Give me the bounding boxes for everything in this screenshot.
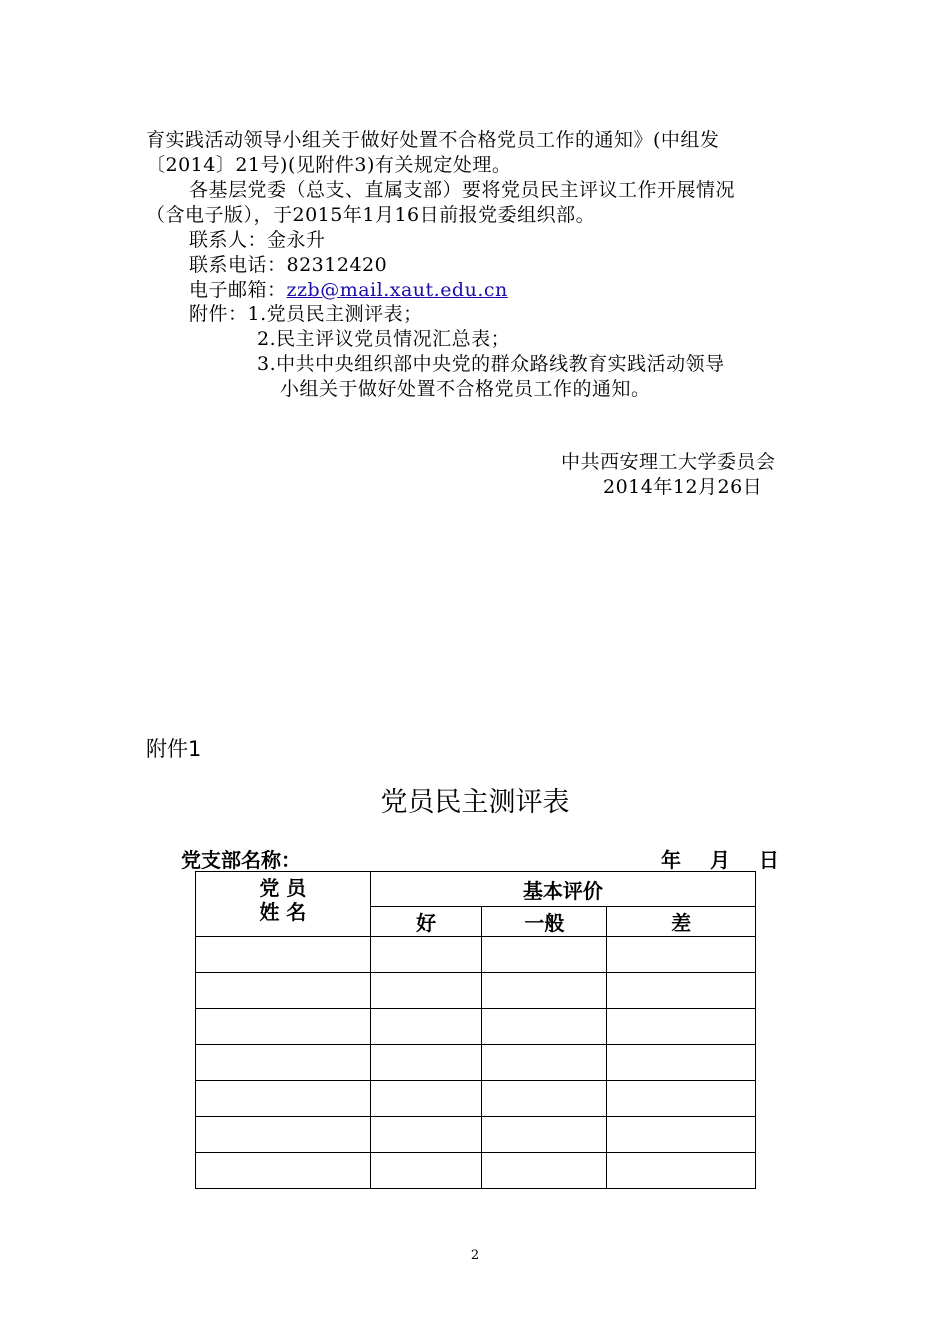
table-row (196, 973, 756, 1009)
form-date-label: 年 月 日 (661, 848, 779, 872)
branch-name-label: 党支部名称： (181, 848, 301, 872)
good-cell[interactable] (370, 973, 482, 1009)
average-header: 一般 (482, 907, 607, 937)
attachments-label: 附件： (189, 303, 248, 325)
contact-phone: 联系电话：82312420 (189, 254, 388, 276)
email-label: 电子邮箱： (189, 279, 287, 301)
poor-cell[interactable] (607, 1081, 756, 1117)
poor-cell[interactable] (607, 973, 756, 1009)
contact-email-row (189, 278, 508, 302)
form-title: 党员民主测评表 (380, 787, 570, 818)
good-cell[interactable] (370, 1009, 482, 1045)
member-header-line-1: 党 员 (259, 876, 307, 900)
poor-cell[interactable] (607, 1117, 756, 1153)
contact-person: 联系人：金永升 (189, 229, 326, 251)
poor-header: 差 (607, 907, 756, 937)
good-header: 好 (370, 907, 482, 937)
average-cell[interactable] (482, 937, 607, 973)
table-row (196, 1153, 756, 1189)
poor-cell[interactable] (607, 1153, 756, 1189)
signature-org: 中共西安理工大学委员会 (561, 451, 776, 473)
poor-cell[interactable] (607, 937, 756, 973)
table-row (196, 1009, 756, 1045)
table-header-row (196, 872, 756, 907)
average-cell[interactable] (482, 1153, 607, 1189)
average-cell[interactable] (482, 1045, 607, 1081)
attachments-label-row (189, 302, 423, 326)
name-cell[interactable] (196, 1045, 371, 1081)
member-header-line-2: 姓 名 (259, 900, 307, 924)
good-cell[interactable] (370, 937, 482, 973)
average-cell[interactable] (482, 1081, 607, 1117)
average-cell[interactable] (482, 973, 607, 1009)
good-cell[interactable] (370, 1045, 482, 1081)
average-cell[interactable] (482, 1117, 607, 1153)
table-row (196, 1045, 756, 1081)
name-cell[interactable] (196, 1153, 371, 1189)
attachment-item-2: 2.民主评议党员情况汇总表； (257, 328, 511, 350)
name-cell[interactable] (196, 1117, 371, 1153)
attachment-item-3-line-1: 3.中共中央组织部中央党的群众路线教育实践活动领导 (257, 353, 725, 375)
good-cell[interactable] (370, 1081, 482, 1117)
evaluation-table (195, 871, 756, 1189)
name-cell[interactable] (196, 1009, 371, 1045)
good-cell[interactable] (370, 1117, 482, 1153)
email-link[interactable]: zzb@mail.xaut.edu.cn (286, 279, 508, 301)
poor-cell[interactable] (607, 1045, 756, 1081)
poor-cell[interactable] (607, 1009, 756, 1045)
table-row (196, 937, 756, 973)
average-cell[interactable] (482, 1009, 607, 1045)
body-line-3: 各基层党委（总支、直属支部）要将党员民主评议工作开展情况 (189, 179, 736, 201)
body-line-1: 育实践活动领导小组关于做好处置不合格党员工作的通知》(中组发 (146, 129, 720, 151)
name-cell[interactable] (196, 1081, 371, 1117)
name-cell[interactable] (196, 937, 371, 973)
good-cell[interactable] (370, 1153, 482, 1189)
member-name-header (196, 872, 371, 937)
basic-eval-header: 基本评价 (370, 872, 755, 907)
attachment-item-1: 1.党员民主测评表； (247, 303, 423, 325)
attachment-1-label: 附件1 (146, 737, 202, 761)
table-row (196, 1117, 756, 1153)
page-number: 2 (470, 1248, 480, 1263)
body-line-4: （含电子版），于2015年1月16日前报党委组织部。 (146, 204, 596, 226)
attachment-item-3-line-2: 小组关于做好处置不合格党员工作的通知。 (280, 378, 651, 400)
body-line-2: 〔2014〕21号)(见附件3)有关规定处理。 (146, 154, 512, 176)
signature-date: 2014年12月26日 (603, 476, 763, 498)
name-cell[interactable] (196, 973, 371, 1009)
table-row (196, 1081, 756, 1117)
